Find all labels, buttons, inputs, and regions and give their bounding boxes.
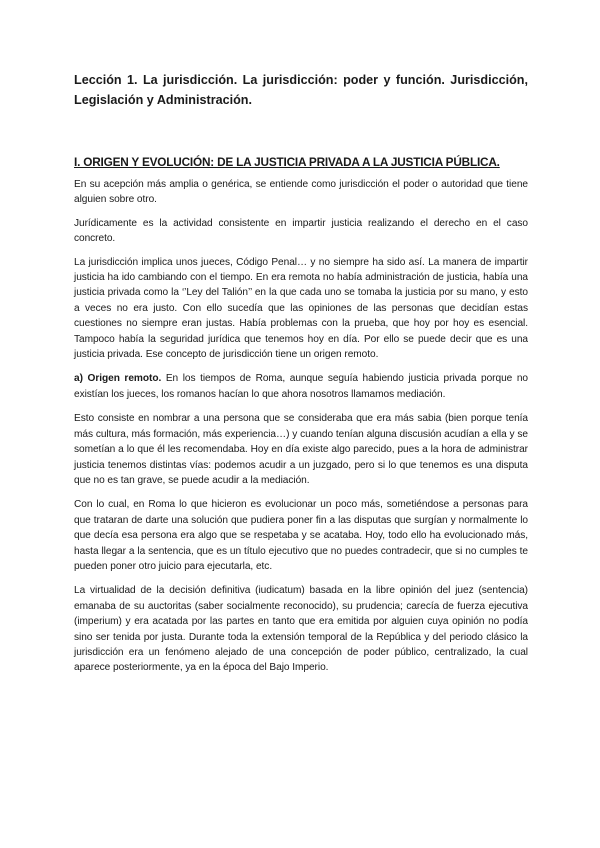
origin-remote-text: En los tiempos de Roma, aunque seguía habiendo justicia privada porque no existían los jueces, los romanos hacían lo que ahora nosotros llamamos mediación. (74, 373, 528, 400)
paragraph-rome-evolution: Con lo cual, en Roma lo que hicieron es evolucionar un poco más, sometiéndose a personas para que trataran de darte una solución que pudiera poner fin a las disputas que surgían y normalmente lo que decía esa persona era algo que se respetaba y se acataba. Hoy, todo ello ha evolucionado más, hasta llegar a la sentencia, que es un título ejecutivo que no puedes contradecir, que si no cumples te pueden poner otro juicio para ejecutarla, etc. (74, 499, 528, 572)
section-heading: I. ORIGEN Y EVOLUCIÓN: DE LA JUSTICIA PRIVADA A LA JUSTICIA PÚBLICA. (74, 155, 500, 169)
lesson-title: Lección 1. La jurisdicción. La jurisdicción: poder y función. Jurisdicción, Legislación y Administración. (74, 73, 528, 107)
paragraph-private-justice: La jurisdicción implica unos jueces, Código Penal… y no siempre ha sido así. La manera de impartir justicia ha ido cambiando con el tiempo. En era remota no había administración de justicia, había una justicia privada como la ‘’Ley del Talión’’ en la que cada uno se tomaba la justicia por su mano, y esto a veces no era justo. Con ello sucedía que las opiniones de las personas que decidían estas cuestiones no siempre eran justas. Había problemas con la prueba, que hoy por hoy es esencial. Tampoco había la seguridad jurídica que tenemos hoy en día. Por ello se puede decir que es una justicia privada. Ese concepto de jurisdicción tiene un origen remoto. (74, 256, 528, 361)
paragraph-definition-legal: Jurídicamente es la actividad consistente en impartir justicia realizando el derecho en el caso concreto. (74, 217, 528, 245)
document-page (74, 70, 528, 684)
paragraph-mediation: Esto consiste en nombrar a una persona que se consideraba que era más sabia (bien porque tenía más cultura, más formación, más experiencia…) y cuando tenían alguna discusión acudían a ella y se sometían a lo que él les recomendaba. Hoy en día existe algo parecido, pues a la hora de administrar justicia tenemos distintas vías: podemos acudir a un juzgado, pero si lo que tenemos es una disputa que no es tan grave, se puede acudir a la mediación. (74, 413, 528, 486)
paragraph-definition-general: En su acepción más amplia o genérica, se entiende como jurisdicción el poder o autoridad que tiene alguien sobre otro. (74, 179, 528, 206)
paragraph-origin-remote (74, 371, 528, 402)
origin-remote-lead: a) Origen remoto. (74, 373, 162, 385)
paragraph-iudicatum: La virtualidad de la decisión definitiva (iudicatum) basada en la libre opinión del juez (sentencia) emanaba de su auctoritas (saber socialmente reconocido), su prudencia; carecía de fuerza ejecutiva (imperium) y era acatada por las partes en tanto que era emitida por alguien cuya opinión no podía sino ser tenida por justa. Durante toda la extensión temporal de la República y del periodo clásico la jurisdicción era un fenómeno alejado de una concepción de poder público, centralizado, la cual aparece posteriormente, ya en la época del Bajo Imperio. (74, 585, 528, 674)
